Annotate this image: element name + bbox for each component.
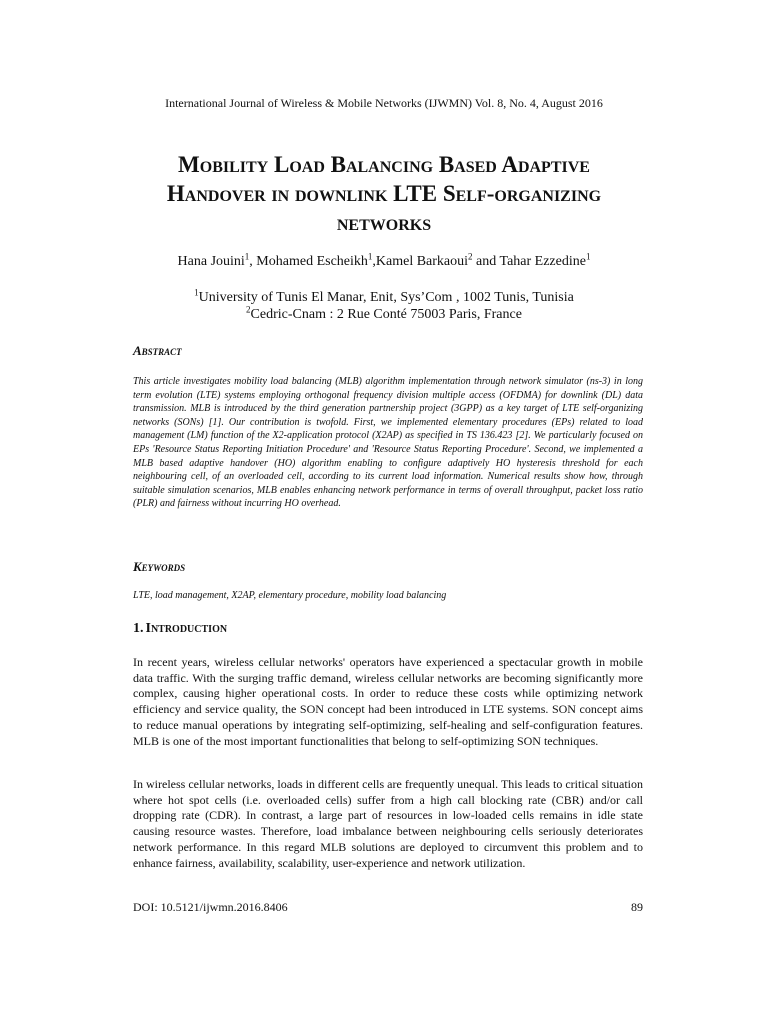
keywords-heading: Keywords: [133, 559, 186, 574]
author-name: Mohamed Escheikh: [256, 254, 368, 269]
author-affiliation-mark: 2: [468, 251, 473, 262]
author-separator: ,: [372, 254, 376, 269]
keywords-text: LTE, load management, X2AP, elementary procedure, mobility load balancing: [133, 590, 447, 601]
affiliation-line: [0, 306, 768, 323]
author-affiliation-mark: 1: [244, 251, 250, 262]
paper-title: [84, 150, 684, 237]
affiliation-line: [0, 289, 768, 306]
affiliation-mark: 1: [194, 287, 199, 298]
title-line-1: Mobility Load Balancing Based Adaptive: [178, 152, 590, 177]
page-number: 89: [631, 900, 643, 914]
author-name: Hana Jouini: [177, 254, 245, 269]
author-name: Tahar Ezzedine: [499, 254, 586, 269]
introduction-heading: [133, 621, 227, 637]
abstract-text: This article investigates mobility load balancing (MLB) algorithm implementation through network simulator (ns-3) in long term evolution (LTE) systems employing orthogonal frequency division multiple access (OFDMA) for downlink (DL) data transmission. MLB is introduced by the third generation partnership project (3GPP) as a key target of LTE self-organizing networks (SONs) [1]. Our contribution is twofold. First, we implemented elementary procedures (EPs) related to load management (LM) function of the X2-application protocol (X2AP) as specified in TS 136.423 [2]. We particularly focused on EPs 'Resource Status Reporting Initiation Procedure' and 'Resource Status Reporting Procedure'. Second, we implemented a MLB based adaptive handover (HO) algorithm enabling to configure adaptively HO hysteresis threshold for each neighbouring cell, of an overloaded cell, according to its current load information. Numerical results show how, through suitable simulation scenarios, MLB enables enhancing network performance in terms of overall throughput, packet loss ratio (PLR) and fairness without incurring HO overhead.: [133, 376, 643, 510]
affiliation-text: Cedric-Cnam : 2 Rue Conté 75003 Paris, France: [250, 307, 522, 322]
author-affiliation-mark: 1: [585, 251, 591, 262]
author-affiliation-mark: 1: [367, 251, 373, 262]
author-separator: and: [472, 254, 500, 269]
author-separator: ,: [249, 254, 257, 269]
title-line-2: Handover in downlink LTE Self-organizing: [166, 181, 602, 206]
section-title: Introduction: [145, 621, 228, 636]
abstract-heading: Abstract: [133, 343, 182, 358]
title-line-3: networks: [336, 210, 432, 235]
affiliation-text: University of Tunis El Manar, Enit, Sys’Com , 1002 Tunis, Tunisia: [198, 290, 574, 305]
affiliations: [0, 289, 768, 323]
body-paragraph: In wireless cellular networks, loads in different cells are frequently unequal. This leads to critical situation where hot spot cells (i.e. overloaded cells) suffer from a high call blocking rate (CBR) and/or call dropping rate (CDR). In contrast, a large part of resources in low-loaded cells remains in idle state causing resource wastes. Therefore, load imbalance between neighbouring cells seriously deteriorates network performance. In this regard MLB solutions are deployed to circumvent this problem and to enhance fairness, availability, scalability, user-experience and network utilization.: [133, 777, 643, 870]
section-number: 1.: [133, 621, 144, 636]
body-paragraph: In recent years, wireless cellular networks' operators have experienced a spectacular growth in mobile data traffic. With the surging traffic demand, wireless cellular networks are becoming significantly more complex, causing higher operational costs. In order to reduce these costs while optimizing network efficiency and service quality, the SON concept had been introduced in LTE systems. SON concept aims to reduce manual operations by integrating self-optimizing, self-healing and self-configuration features. MLB is one of the most important functionalities that belong to self-optimizing SON techniques.: [133, 655, 643, 748]
affiliation-mark: 2: [246, 304, 251, 315]
author-list: [0, 251, 768, 270]
journal-header: International Journal of Wireless & Mobile Networks (IJWMN) Vol. 8, No. 4, August 2016: [165, 96, 603, 110]
author-name: Kamel Barkaoui: [375, 254, 469, 269]
doi-footer: DOI: 10.5121/ijwmn.2016.8406: [133, 900, 288, 914]
